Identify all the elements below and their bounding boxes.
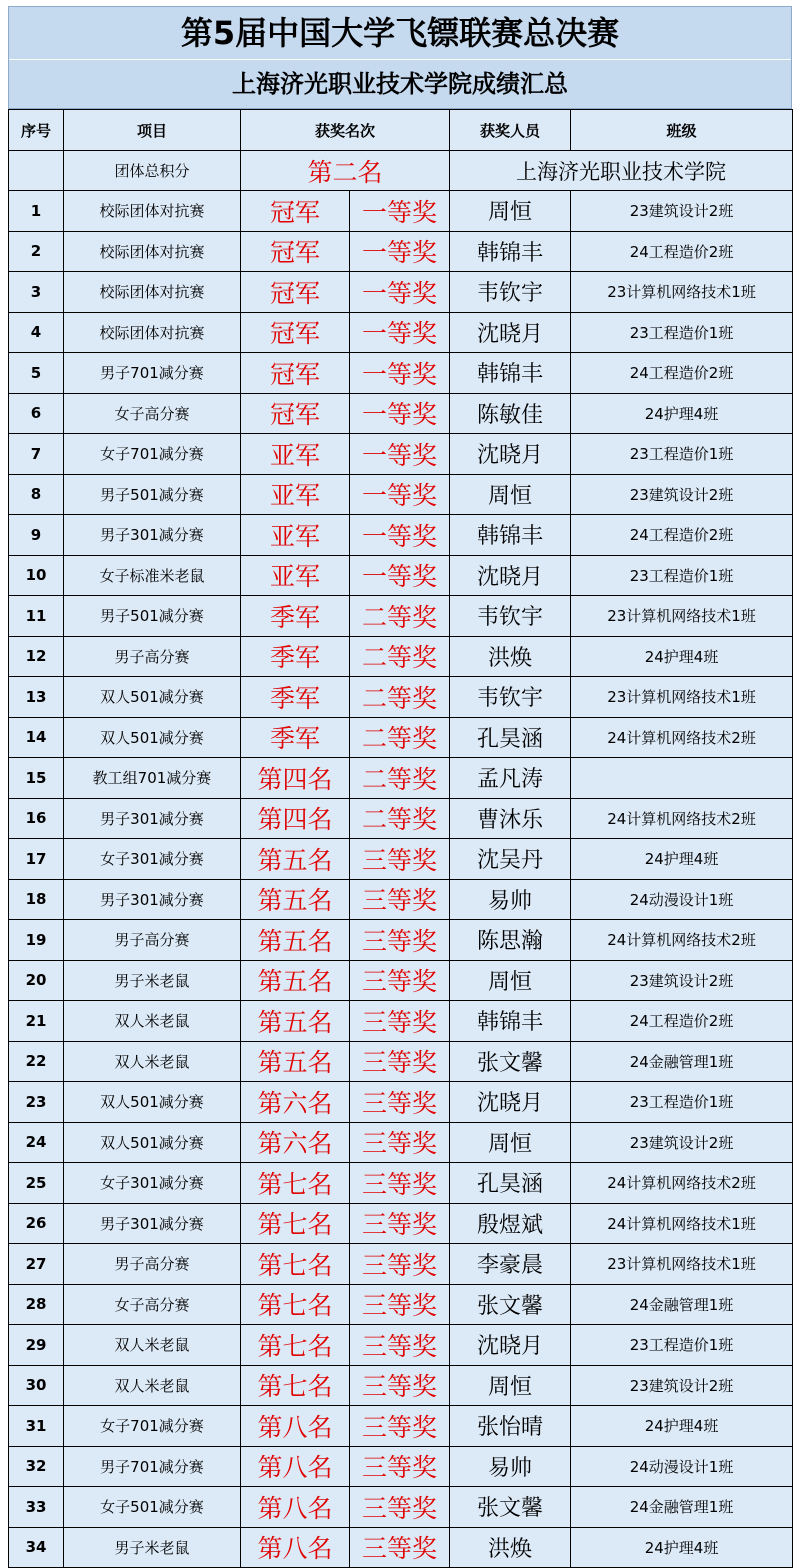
row-winner: 陈思瀚 <box>450 920 571 961</box>
row-winner: 韦钦宇 <box>450 677 571 718</box>
row-award: 二等奖 <box>350 596 450 637</box>
row-rank: 第八名 <box>241 1406 350 1447</box>
row-class: 24护理4班 <box>571 636 793 677</box>
row-class: 24金融管理1班 <box>571 1041 793 1082</box>
row-class: 23计算机网络技术1班 <box>571 677 793 718</box>
row-event: 男子高分赛 <box>64 636 241 677</box>
row-winner: 孟凡涛 <box>450 758 571 799</box>
team-total-row <box>9 151 793 191</box>
team-total-event: 团体总积分 <box>64 151 241 191</box>
row-rank: 季军 <box>241 717 350 758</box>
row-event: 双人米老鼠 <box>64 1041 241 1082</box>
row-winner: 曹沐乐 <box>450 798 571 839</box>
row-index: 21 <box>9 1001 64 1042</box>
results-sheet <box>8 6 792 1568</box>
table-row <box>9 1082 793 1123</box>
row-class: 23工程造价1班 <box>571 434 793 475</box>
row-event: 双人501减分赛 <box>64 1082 241 1123</box>
row-rank: 亚军 <box>241 474 350 515</box>
row-event: 双人米老鼠 <box>64 1001 241 1042</box>
row-award: 二等奖 <box>350 636 450 677</box>
table-row <box>9 717 793 758</box>
row-event: 双人501减分赛 <box>64 677 241 718</box>
row-winner: 洪焕 <box>450 1527 571 1568</box>
row-rank: 第七名 <box>241 1325 350 1366</box>
row-class: 24工程造价2班 <box>571 353 793 394</box>
row-class: 24工程造价2班 <box>571 231 793 272</box>
row-rank: 第七名 <box>241 1244 350 1285</box>
row-award: 二等奖 <box>350 798 450 839</box>
row-index: 27 <box>9 1244 64 1285</box>
row-award: 三等奖 <box>350 1406 450 1447</box>
row-index: 10 <box>9 555 64 596</box>
table-row <box>9 191 793 232</box>
table-row <box>9 474 793 515</box>
table-row <box>9 1163 793 1204</box>
row-event: 女子标准米老鼠 <box>64 555 241 596</box>
row-award: 一等奖 <box>350 434 450 475</box>
row-class: 23建筑设计2班 <box>571 1365 793 1406</box>
table-row <box>9 758 793 799</box>
row-index: 16 <box>9 798 64 839</box>
row-class: 24动漫设计1班 <box>571 879 793 920</box>
header-winner: 获奖人员 <box>450 110 571 151</box>
row-winner: 易帅 <box>450 1446 571 1487</box>
row-rank: 第八名 <box>241 1446 350 1487</box>
row-index: 11 <box>9 596 64 637</box>
row-rank: 第七名 <box>241 1284 350 1325</box>
row-index: 32 <box>9 1446 64 1487</box>
table-row <box>9 434 793 475</box>
row-winner: 周恒 <box>450 474 571 515</box>
row-rank: 第五名 <box>241 879 350 920</box>
row-event: 女子701减分赛 <box>64 1406 241 1447</box>
row-class: 23建筑设计2班 <box>571 1122 793 1163</box>
row-class: 23计算机网络技术1班 <box>571 272 793 313</box>
row-index: 17 <box>9 839 64 880</box>
page-subtitle: 上海济光职业技术学院成绩汇总 <box>232 70 568 98</box>
row-event: 女子501减分赛 <box>64 1487 241 1528</box>
row-award: 二等奖 <box>350 677 450 718</box>
row-award: 二等奖 <box>350 758 450 799</box>
row-class: 23计算机网络技术1班 <box>571 1244 793 1285</box>
row-index: 30 <box>9 1365 64 1406</box>
table-row <box>9 1122 793 1163</box>
row-rank: 冠军 <box>241 272 350 313</box>
row-class: 23建筑设计2班 <box>571 960 793 1001</box>
table-row <box>9 312 793 353</box>
table-row <box>9 555 793 596</box>
table-row <box>9 677 793 718</box>
row-event: 男子高分赛 <box>64 1244 241 1285</box>
row-index: 15 <box>9 758 64 799</box>
row-rank: 第六名 <box>241 1122 350 1163</box>
team-total-winner: 上海济光职业技术学院 <box>450 151 793 191</box>
row-event: 双人米老鼠 <box>64 1365 241 1406</box>
row-event: 男子301减分赛 <box>64 1203 241 1244</box>
row-class: 24护理4班 <box>571 1527 793 1568</box>
row-index: 28 <box>9 1284 64 1325</box>
row-rank: 亚军 <box>241 555 350 596</box>
row-award: 一等奖 <box>350 555 450 596</box>
header-index: 序号 <box>9 110 64 151</box>
row-rank: 第五名 <box>241 839 350 880</box>
table-row <box>9 1446 793 1487</box>
row-rank: 冠军 <box>241 191 350 232</box>
team-total-index <box>9 151 64 191</box>
row-event: 女子701减分赛 <box>64 434 241 475</box>
row-winner: 韩锦丰 <box>450 515 571 556</box>
row-rank: 第七名 <box>241 1203 350 1244</box>
row-winner: 韦钦宇 <box>450 272 571 313</box>
row-index: 26 <box>9 1203 64 1244</box>
row-event: 校际团体对抗赛 <box>64 231 241 272</box>
row-rank: 第五名 <box>241 1001 350 1042</box>
row-index: 14 <box>9 717 64 758</box>
table-row <box>9 1203 793 1244</box>
row-winner: 韩锦丰 <box>450 1001 571 1042</box>
row-award: 三等奖 <box>350 1122 450 1163</box>
row-rank: 亚军 <box>241 515 350 556</box>
table-row <box>9 1487 793 1528</box>
row-winner: 韦钦宇 <box>450 596 571 637</box>
row-event: 男子701减分赛 <box>64 353 241 394</box>
table-row <box>9 636 793 677</box>
table-row <box>9 515 793 556</box>
row-rank: 第四名 <box>241 758 350 799</box>
row-award: 一等奖 <box>350 474 450 515</box>
row-event: 女子301减分赛 <box>64 839 241 880</box>
row-class: 24计算机网络技术2班 <box>571 798 793 839</box>
row-winner: 韩锦丰 <box>450 231 571 272</box>
row-class: 24工程造价2班 <box>571 1001 793 1042</box>
table-row <box>9 798 793 839</box>
row-index: 12 <box>9 636 64 677</box>
row-event: 男子301减分赛 <box>64 798 241 839</box>
row-class: 24护理4班 <box>571 839 793 880</box>
row-class: 24动漫设计1班 <box>571 1446 793 1487</box>
table-row <box>9 1284 793 1325</box>
row-award: 三等奖 <box>350 1163 450 1204</box>
row-class: 24计算机网络技术2班 <box>571 920 793 961</box>
row-index: 8 <box>9 474 64 515</box>
row-award: 三等奖 <box>350 1365 450 1406</box>
results-table <box>8 109 793 1568</box>
row-event: 男子501减分赛 <box>64 596 241 637</box>
row-event: 校际团体对抗赛 <box>64 312 241 353</box>
row-award: 三等奖 <box>350 1244 450 1285</box>
row-class: 24护理4班 <box>571 393 793 434</box>
row-index: 13 <box>9 677 64 718</box>
row-winner: 周恒 <box>450 1122 571 1163</box>
row-event: 男子501减分赛 <box>64 474 241 515</box>
table-row <box>9 1001 793 1042</box>
row-award: 一等奖 <box>350 353 450 394</box>
row-rank: 第四名 <box>241 798 350 839</box>
row-winner: 张怡晴 <box>450 1406 571 1447</box>
row-event: 男子米老鼠 <box>64 1527 241 1568</box>
row-rank: 冠军 <box>241 393 350 434</box>
row-award: 三等奖 <box>350 1284 450 1325</box>
header-placement: 获奖名次 <box>241 110 450 151</box>
row-index: 4 <box>9 312 64 353</box>
row-winner: 易帅 <box>450 879 571 920</box>
row-winner: 张文馨 <box>450 1284 571 1325</box>
row-award: 三等奖 <box>350 1446 450 1487</box>
row-index: 18 <box>9 879 64 920</box>
row-award: 一等奖 <box>350 231 450 272</box>
row-winner: 陈敏佳 <box>450 393 571 434</box>
row-rank: 季军 <box>241 677 350 718</box>
row-index: 25 <box>9 1163 64 1204</box>
row-index: 24 <box>9 1122 64 1163</box>
table-row <box>9 1244 793 1285</box>
row-award: 三等奖 <box>350 960 450 1001</box>
row-event: 双人501减分赛 <box>64 1122 241 1163</box>
row-rank: 第七名 <box>241 1365 350 1406</box>
row-award: 一等奖 <box>350 312 450 353</box>
row-award: 一等奖 <box>350 515 450 556</box>
row-event: 男子301减分赛 <box>64 515 241 556</box>
table-row <box>9 920 793 961</box>
row-award: 三等奖 <box>350 1325 450 1366</box>
table-row <box>9 1325 793 1366</box>
row-index: 19 <box>9 920 64 961</box>
row-award: 三等奖 <box>350 920 450 961</box>
row-class: 24计算机网络技术2班 <box>571 1163 793 1204</box>
row-winner: 张文馨 <box>450 1487 571 1528</box>
row-class <box>571 758 793 799</box>
row-award: 一等奖 <box>350 272 450 313</box>
row-index: 1 <box>9 191 64 232</box>
row-class: 23工程造价1班 <box>571 555 793 596</box>
row-class: 24金融管理1班 <box>571 1284 793 1325</box>
table-row <box>9 1041 793 1082</box>
row-award: 一等奖 <box>350 393 450 434</box>
row-award: 三等奖 <box>350 879 450 920</box>
row-award: 三等奖 <box>350 1001 450 1042</box>
row-rank: 第七名 <box>241 1163 350 1204</box>
row-event: 男子高分赛 <box>64 920 241 961</box>
row-award: 三等奖 <box>350 1082 450 1123</box>
row-award: 一等奖 <box>350 191 450 232</box>
row-rank: 季军 <box>241 636 350 677</box>
row-index: 34 <box>9 1527 64 1568</box>
row-class: 24金融管理1班 <box>571 1487 793 1528</box>
table-row <box>9 231 793 272</box>
row-index: 33 <box>9 1487 64 1528</box>
row-award: 三等奖 <box>350 1041 450 1082</box>
header-row <box>9 110 793 151</box>
row-class: 24计算机网络技术2班 <box>571 717 793 758</box>
row-event: 双人501减分赛 <box>64 717 241 758</box>
table-row <box>9 1365 793 1406</box>
table-row <box>9 353 793 394</box>
row-index: 3 <box>9 272 64 313</box>
row-event: 女子高分赛 <box>64 393 241 434</box>
row-event: 校际团体对抗赛 <box>64 272 241 313</box>
row-rank: 冠军 <box>241 231 350 272</box>
table-row <box>9 1406 793 1447</box>
row-class: 23工程造价1班 <box>571 1325 793 1366</box>
row-class: 23工程造价1班 <box>571 1082 793 1123</box>
row-rank: 冠军 <box>241 312 350 353</box>
row-winner: 沈晓月 <box>450 434 571 475</box>
row-rank: 第五名 <box>241 920 350 961</box>
row-index: 29 <box>9 1325 64 1366</box>
row-class: 24工程造价2班 <box>571 515 793 556</box>
row-rank: 第八名 <box>241 1527 350 1568</box>
row-award: 三等奖 <box>350 1527 450 1568</box>
row-rank: 第五名 <box>241 960 350 1001</box>
row-winner: 沈吴丹 <box>450 839 571 880</box>
table-row <box>9 393 793 434</box>
row-winner: 沈晓月 <box>450 1082 571 1123</box>
row-index: 23 <box>9 1082 64 1123</box>
header-event: 项目 <box>64 110 241 151</box>
table-row <box>9 879 793 920</box>
row-index: 6 <box>9 393 64 434</box>
row-winner: 周恒 <box>450 1365 571 1406</box>
row-event: 双人米老鼠 <box>64 1325 241 1366</box>
row-index: 22 <box>9 1041 64 1082</box>
row-winner: 沈晓月 <box>450 555 571 596</box>
row-event: 男子301减分赛 <box>64 879 241 920</box>
row-rank: 亚军 <box>241 434 350 475</box>
row-rank: 冠军 <box>241 353 350 394</box>
row-rank: 季军 <box>241 596 350 637</box>
row-event: 校际团体对抗赛 <box>64 191 241 232</box>
row-event: 男子米老鼠 <box>64 960 241 1001</box>
table-row <box>9 596 793 637</box>
row-event: 男子701减分赛 <box>64 1446 241 1487</box>
title-band <box>8 6 792 109</box>
row-class: 23计算机网络技术1班 <box>571 596 793 637</box>
row-class: 23工程造价1班 <box>571 312 793 353</box>
row-class: 23建筑设计2班 <box>571 191 793 232</box>
row-winner: 殷煜斌 <box>450 1203 571 1244</box>
table-row <box>9 839 793 880</box>
row-event: 教工组701减分赛 <box>64 758 241 799</box>
row-winner: 张文馨 <box>450 1041 571 1082</box>
table-row <box>9 1527 793 1568</box>
row-class: 24计算机网络技术1班 <box>571 1203 793 1244</box>
row-index: 20 <box>9 960 64 1001</box>
row-award: 三等奖 <box>350 839 450 880</box>
row-winner: 孔昊涵 <box>450 1163 571 1204</box>
row-class: 23建筑设计2班 <box>571 474 793 515</box>
row-winner: 孔昊涵 <box>450 717 571 758</box>
row-winner: 沈晓月 <box>450 312 571 353</box>
row-winner: 沈晓月 <box>450 1325 571 1366</box>
team-total-rank: 第二名 <box>241 151 450 191</box>
row-award: 三等奖 <box>350 1487 450 1528</box>
row-winner: 李豪晨 <box>450 1244 571 1285</box>
row-winner: 洪焕 <box>450 636 571 677</box>
row-rank: 第八名 <box>241 1487 350 1528</box>
row-rank: 第六名 <box>241 1082 350 1123</box>
row-event: 女子高分赛 <box>64 1284 241 1325</box>
table-row <box>9 960 793 1001</box>
page-title: 第5届中国大学飞镖联赛总决赛 <box>9 7 791 60</box>
row-award: 二等奖 <box>350 717 450 758</box>
row-winner: 周恒 <box>450 960 571 1001</box>
row-index: 7 <box>9 434 64 475</box>
row-index: 2 <box>9 231 64 272</box>
row-award: 三等奖 <box>350 1203 450 1244</box>
row-event: 女子301减分赛 <box>64 1163 241 1204</box>
row-class: 24护理4班 <box>571 1406 793 1447</box>
row-index: 5 <box>9 353 64 394</box>
table-row <box>9 272 793 313</box>
row-index: 31 <box>9 1406 64 1447</box>
row-winner: 周恒 <box>450 191 571 232</box>
row-rank: 第五名 <box>241 1041 350 1082</box>
row-index: 9 <box>9 515 64 556</box>
row-winner: 韩锦丰 <box>450 353 571 394</box>
header-class: 班级 <box>571 110 793 151</box>
